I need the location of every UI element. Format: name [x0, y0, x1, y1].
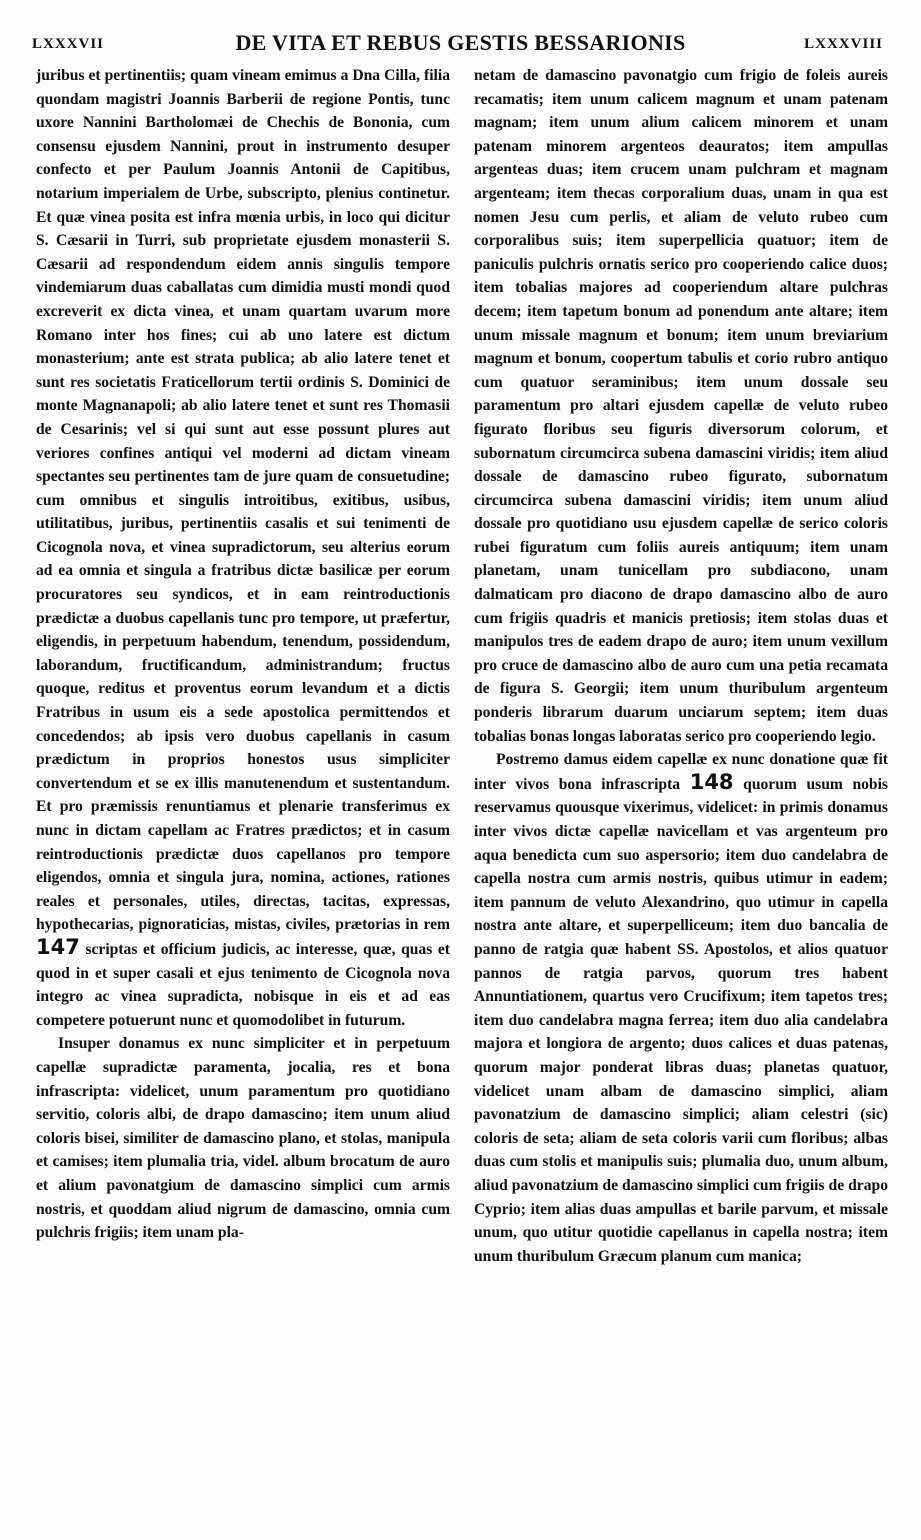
paragraph-donation-insuper: Insuper donamus ex nunc simpliciter et in perpetuum capellæ supradictæ paramenta, jocalia, res et bona infrascripta: videlicet, unum paramentum pro quotidiano servitio, coloris albi, de drapo damascino; item unum aliud coloris bisei, similiter de damascino plano, et stolas, manipula et camises; item plumalia tria, videl. album brocatum de auro et alium pavonatgium de damascino simplici cum armis nostris, et quoddam aliud nigrum de damascino, omnia cum pulchris frigiis; item unam pla-: [36, 1035, 450, 1242]
left-column: [36, 64, 450, 1245]
paragraph-vestments-list: netam de damascino pavonatgio cum frigio de foleis aureis recamatis; item unum calicem magnum et unam patenam magnam; item unum alium calicem minorem et unam patenam minorem argenteos deauratos; item ampullas argenteas duas; item crucem unam pulchram et magnam argenteam; item thecas corporalium duas, unam in qua est nomen Jesu cum perlis, et aliam de veluto rubeo cum corporalibus suis; item superpellicia quatuor; item de paniculis pulchris ornatis serico pro cooperiendo calice duos; item tobalias majores ad cooperiendum altare pulchras decem; item tapetum bonum ad ponendum ante altare; item unum missale magnum et bonum; item unum breviarium magnum et bonum, coopertum tabulis et corio rubro antiquo cum quatuor seraminibus; item unum dossale seu paramentum pro altari ejusdem capellæ de veluto rubeo figurato floribus seu figuris diversorum colorum, et subornatum circumcirca subena damascini viridis; item aliud dossale de damascino rubeo figurato, subornatum circumcirca subena damascini viridis; item unum aliud dossale pro quotidiano usu ejusdem capellæ de serico coloris rubei figuratum cum foliis aureis antiquum; item unam planetam, unam tunicellam pro subdiacono, unam dalmaticam pro diacono de drapo damascino albo de auro cum frigiis quadris et manicis pretiosis; item stolas duas et manipulos tres de eadem drapo de auro; item unum vexillum pro cruce de damascino albo de auro cum una petia recamata de figura S. Georgii; item unum thuribulum argenteum ponderis librarum duarum unciarum septem; item duas tobalias bonas longas laboratas serico pro cooperiendo legio.: [474, 67, 888, 745]
right-column: [474, 64, 888, 1268]
page-header: [0, 30, 921, 64]
text-run: juribus et pertinentiis; quam vineam emimus a Dna Cilla, filia quondam magistri Joannis Barberii de regione Pontis, tunc uxore Nannini Bartholomæi de Chechis de Bononia, cum consensu ejusdem Nannini, prout in instrumento desuper confecto et per Paulum Joannis Antonii de Capitibus, notarium imperialem de Urbe, subscripto, plenius continetur. Et quæ vinea posita est infra mœnia urbis, in loco qui dicitur S. Cæsarii in Turri, sub proprietate ejusdem monasterii S. Cæsarii ad respondendum eidem annis singulis tempore vindemiarum duas caballatas cum dimidia musti mondi quod excreverit ex dicta vinea, et unam quartam uvarum more Romano inter hos fines; cui ab uno latere est dictum monasterium; ante est strata publica; ab alio latere tenet et sunt res societatis Fraticellorum tertii ordinis S. Dominici de monte Magnanapoli; ab alio latere tenet et sunt res Thomasii de Cesarinis; vel si qui sunt aut esse possunt plures aut veriores confines antiqui vel moderni ad dictam vineam spectantes seu pertinentes tam de jure quam de consuetudine; cum omnibus et singulis introitibus, exitibus, usibus, utilitatibus, juribus, pertinentiis casalis et sui tenimenti de Cicognola nova, et vinea supradictorum, seu alterius eorum ad ea omnia et singula a fratribus dictæ basilicæ per eorum procuratores seu syndicos, et in eam reintroductionis prædictæ a duobus capellanis tunc pro tempore, ut præfertur, eligendis, in perpetuum habendum, tenendum, possidendum, laborandum, fructificandum, administrandum; fructus quoque, reditus et proventus eorum levandum et a dictis Fratribus in usum eis a sede apostolica permittendos et concedendos; ab ipsis vero duobus capellanis in casum prædictum in proprios honestos usus simpliciter convertendum et se ex illis manutenendum et sustentandum. Et pro præmissis renuntiamus et plenarie transferimus ex nunc in dictam capellam ac Fratres prædictos; et in casum reintroductionis prædictæ duos capellanos pro tempore eligendos, omnia et singula jura, nomina, actiones, rationes reales et personales, utiles, directas, tacitas, expressas, hypothecarias, pignoraticias, mistas, civiles, prætorias in rem: [36, 67, 450, 934]
text-run: scriptas et officium judicis, ac interesse, quæ, quas et quod in et super casali et ejus tenimento de Cicognola nova integro ac vinea supradicta, nobisque in eis et ad eas competere potuerunt nunc et quomodolibet in futurum.: [36, 940, 450, 1029]
margin-number: 148: [689, 769, 734, 794]
paragraph-donation-postremo: [474, 748, 888, 1268]
text-run: quorum usum nobis reservamus quousque vixerimus, videlicet: in primis donamus inter vivos dictæ capellæ navicellam et vas argenteum pro aqua benedicta cum suo aspersorio; item duo candelabra de capella nostra cum armis nostris, quibus utimur in eadem; item pannum de veluto Alexandrino, quo utimur in capella nostra ante altare, et superpelliceum; item duo bancalia de panno de ratgia quæ habent SS. Apostolos, et alios quatuor pannos de ratgia parvos, quorum tres habent Annuntiationem, quartus vero Crucifixum; item tapetos tres; item duo candelabra magna ferrea; item duo alia candelabra majora et longiora de argento; duos calices et duas patenas, quorum major ponderat libras duas; planetas quatuor, videlicet unam albam de damascino simplici, aliam pavonatzium de damascino simplici; aliam celestri (sic) coloris de seta; aliam de seta coloris varii cum floribus; albas duas cum stolis et manipulis suis; plumalia duo, unum album, aliud pavonatzium de damascino simplici cum frigiis de drapo Cyprio; item alias duas ampullas et barile parvum, et missale unum, quo utitur quotidie capellanus in capella nostra; item unum thuribulum Græcum planum cum manica;: [474, 775, 889, 1265]
paragraph-deed-continuation: [36, 64, 450, 1032]
text-run: Postremo damus eidem capellæ ex nunc donatione quæ fit inter vivos bona infrascripta: [474, 751, 888, 793]
margin-number: 147: [36, 934, 80, 959]
running-title: DE VITA ET REBUS GESTIS BESSARIONIS: [235, 30, 686, 55]
folio-number-right: LXXXVIII: [804, 36, 883, 52]
folio-number-left: LXXXVII: [32, 36, 105, 52]
